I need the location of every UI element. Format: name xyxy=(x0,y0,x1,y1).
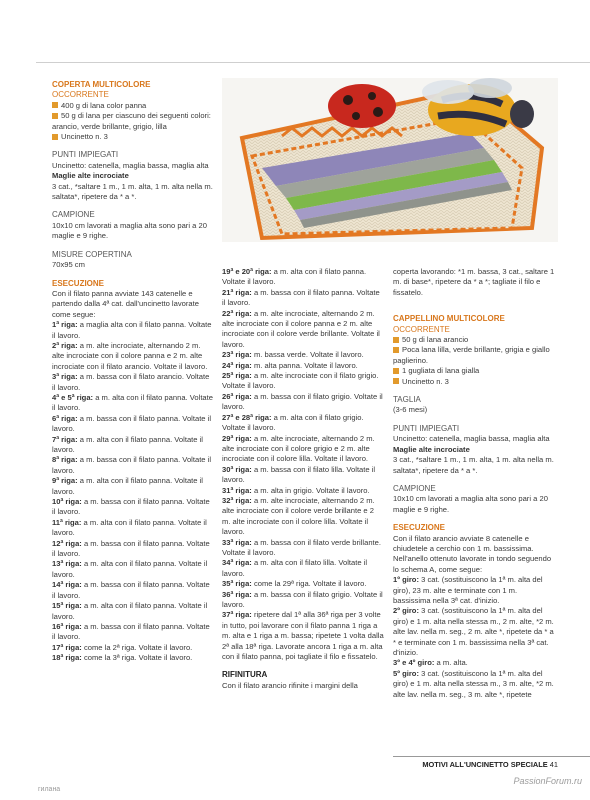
instruction-row xyxy=(52,320,214,341)
instruction-row xyxy=(222,610,384,662)
row-label: 16ª riga: xyxy=(52,621,82,631)
column-2 xyxy=(222,267,384,691)
paragraph: 10x10 cm lavorati a maglia alta sono pari a 20 maglie e 9 righe. xyxy=(393,494,548,514)
row-label: 24ª riga: xyxy=(222,360,252,370)
row-text: come la 2ª riga. Voltate il lavoro. xyxy=(83,642,193,652)
instruction-row xyxy=(222,371,384,392)
instruction-row xyxy=(222,392,384,413)
row-text: a m. alte incrociate, alternando 2 m. alte incrociate con il colore grigio e 2 m. alte incrociate con il colore lilla. Voltate il lavoro. xyxy=(222,433,375,464)
instruction-row xyxy=(52,539,214,560)
instruction-row xyxy=(222,486,384,496)
row-text: a m. bassa con il filato panna. Voltate il lavoro. xyxy=(222,287,380,308)
row-text: 3 cat. (sostituiscono la 1ª m. alta del giro) e 1 m. alta nella stessa m., 2 m. alte, *2 m. alte lav. nella m. seg., 2 m. alte *, ripetete da * a * e terminate con 1 m. bassissima nella 3ª cat. d'inizio. xyxy=(393,606,554,657)
row-label: 23ª riga: xyxy=(222,350,252,360)
paragraph: coperta lavorando: *1 m. bassa, 3 cat., saltare 1 m. di base*, ripetere da * a *; tagliate il filo e fissatelo. xyxy=(393,267,555,297)
column-3 xyxy=(393,267,555,700)
subsection-heading: MISURE COPERTINA xyxy=(52,249,132,259)
instruction-row xyxy=(222,413,384,434)
row-text: 3 cat. (sostituiscono la 1ª m. alta del giro) e 1 m. alta nella stessa m., 3 m. alte, *2 m. alte lav. nella m. seg., 3 m. alte *, ripetete xyxy=(393,668,554,699)
section-title: ESECUZIONE xyxy=(393,523,446,533)
paragraph: 10x10 cm lavorati a maglia alta sono pari a 20 maglie e 9 righe. xyxy=(52,220,207,241)
instruction-row xyxy=(222,434,384,465)
subsection-heading: CAMPIONE xyxy=(52,210,95,220)
row-label: 9ª riga: xyxy=(52,476,78,486)
instruction-row xyxy=(52,601,214,622)
instruction-row xyxy=(52,643,214,653)
row-text: a m. bassa con il filato arancio. Voltate il lavoro. xyxy=(52,372,210,392)
section-title: COPERTA MULTICOLORE xyxy=(52,80,151,89)
row-label: 29ª riga: xyxy=(222,433,252,443)
stitch-name: Maglie alte incrociate xyxy=(52,171,129,181)
row-label: 32ª riga: xyxy=(222,495,252,505)
instruction-row xyxy=(222,558,384,579)
paragraph: 70x95 cm xyxy=(52,260,85,270)
row-label: 19ª e 20ª riga: xyxy=(222,267,272,276)
row-text: m. alta panna. Voltate il lavoro. xyxy=(253,360,358,370)
section-title: CAPPELLINO MULTICOLORE xyxy=(393,314,505,324)
footer-rule xyxy=(393,756,590,757)
row-text: ripetere dal 1ª alla 36ª riga per 3 volte in tutto, poi lavorare con il filato panna 1 riga a m. alta e 1 riga a m. bassa; ripetete 1 volta dalla 2ª alla 18ª riga. Lavorate ancora 1 riga a m. alta con il filato panna, poi tagliate il filo e fissatelo. xyxy=(222,610,384,662)
instruction-row xyxy=(222,496,384,538)
row-text: a maglia alta con il filato panna. Voltate il lavoro. xyxy=(52,320,212,340)
instruction-row xyxy=(52,653,214,663)
row-text: a m. alta con il filato grigio. Voltate il lavoro. xyxy=(222,412,364,433)
spacer xyxy=(393,515,555,523)
row-label: 14ª riga: xyxy=(52,580,82,590)
row-label: 2ª riga: xyxy=(52,340,78,350)
photo-illustration xyxy=(222,78,558,242)
row-label: 5º giro: xyxy=(393,668,419,678)
instruction-row xyxy=(52,435,214,456)
row-text: a m. alta con il filato panna. Voltate il lavoro. xyxy=(52,601,208,621)
instruction-row xyxy=(52,414,214,435)
row-text: a m. bassa con il filato panna. Voltate il lavoro. xyxy=(52,621,210,642)
row-text: a m. alte incrociate, alternando 2 m. alte incrociate con il colore panna e 2 m. alte incrociate con il colore verde brillante. Voltate il lavoro. xyxy=(222,308,380,349)
footer-magazine xyxy=(422,760,558,769)
instruction-row xyxy=(52,518,214,539)
subsection-heading: CAMPIONE xyxy=(393,483,436,493)
paragraph: 3 cat., *saltare 1 m., 1 m. alta, 1 m. alta nella m. saltata*, ripetere da * a *. xyxy=(52,181,213,202)
paragraph: (3-6 mesi) xyxy=(393,405,428,415)
spacer xyxy=(52,142,214,150)
row-label: 4ª e 5ª riga: xyxy=(52,392,94,402)
spacer xyxy=(52,242,214,250)
subsection-heading: PUNTI IMPIEGATI xyxy=(52,150,119,160)
instruction-row xyxy=(222,590,384,611)
instruction-row xyxy=(52,497,214,518)
row-label: 35ª riga: xyxy=(222,579,252,589)
instruction-row xyxy=(52,622,214,643)
spacer xyxy=(52,202,214,210)
row-text: a m. bassa con il filato panna. Voltate il lavoro. xyxy=(52,497,210,517)
row-label: 22ª riga: xyxy=(222,308,252,318)
row-text: a m. bassa con il filato panna. Voltate il lavoro. xyxy=(52,538,210,559)
row-label: 27ª e 28ª riga: xyxy=(222,412,272,422)
spacer xyxy=(222,662,384,670)
row-text: 3 cat. (sostituiscono la 1ª m. alta del giro), 23 m. alte e terminate con 1 m. bassissima nella 3ª cat. d'inizio. xyxy=(393,575,543,605)
row-label: 21ª riga: xyxy=(222,287,252,297)
instruction-row xyxy=(52,455,214,476)
page-number: 41 xyxy=(549,760,558,769)
row-label: 15ª riga: xyxy=(52,601,82,611)
row-text: a m. bassa con il filato grigio. Voltate il lavoro. xyxy=(222,589,383,609)
row-label: 33ª riga: xyxy=(222,537,252,547)
row-text: a m. bassa con il filato panna. Voltate il lavoro. xyxy=(52,455,212,475)
row-text: m. bassa verde. Voltate il lavoro. xyxy=(253,350,364,360)
row-label: 1ª riga: xyxy=(52,320,78,330)
instruction-row xyxy=(222,288,384,309)
paragraph: Con il filato panna avviate 143 catenelle e partendo dalla 4ª cat. dall'uncinetto lavorate come segue: xyxy=(52,288,199,319)
top-rule xyxy=(36,62,590,63)
instruction-row xyxy=(52,372,214,393)
material-item: 50 g di lana per ciascuno dei seguenti colori: arancio, verde brillante, grigio, lilla xyxy=(52,111,214,132)
instruction-row xyxy=(52,393,214,414)
row-text: a m. bassa con il filato panna. Voltate il lavoro. xyxy=(52,580,210,600)
row-text: a m. alta in grigio. Voltate il lavoro. xyxy=(253,485,370,495)
instruction-row xyxy=(222,350,384,360)
row-text: a m. alta. xyxy=(436,658,468,668)
row-label: 17ª riga: xyxy=(52,642,82,652)
row-text: a m. bassa con il filato verde brillante. Voltate il lavoro. xyxy=(222,537,382,557)
paragraph: Con il filato arancio rifinite i margini della xyxy=(222,680,358,690)
instruction-row xyxy=(393,606,555,658)
row-label: 31ª riga: xyxy=(222,485,252,495)
spacer xyxy=(393,476,555,484)
product-photo xyxy=(222,78,558,242)
row-text: a m. alta con il filato panna. Voltate il lavoro. xyxy=(52,559,208,579)
row-text: a m. alta con il filato panna. Voltate il lavoro. xyxy=(52,392,213,413)
row-label: 36ª riga: xyxy=(222,589,252,599)
row-text: come la 3ª riga. Voltate il lavoro. xyxy=(83,653,193,663)
instruction-row xyxy=(222,538,384,559)
subsection-heading: RIFINITURA xyxy=(222,670,268,680)
row-text: a m. bassa con il filato panna. Voltate il lavoro. xyxy=(52,413,212,434)
material-item: 1 gugliata di lana gialla xyxy=(393,366,555,376)
row-text: a m. alte incrociate, alternando 2 m. alte incrociate con il colore panna e 2 m. alte incrociate con il filato arancio. Voltate il lavoro. xyxy=(52,340,208,371)
spacer xyxy=(52,271,214,279)
instruction-row xyxy=(222,267,384,288)
instruction-row xyxy=(52,476,214,497)
material-item: Uncinetto n. 3 xyxy=(393,377,555,387)
instruction-row xyxy=(52,580,214,601)
watermark-site: PassionForum.ru xyxy=(513,776,582,786)
instruction-row xyxy=(393,669,555,700)
instruction-row xyxy=(222,309,384,351)
row-text: a m. alta con il filato panna. Voltate il lavoro. xyxy=(52,476,203,496)
spacer xyxy=(393,387,555,395)
row-label: 2º giro: xyxy=(393,606,419,616)
row-text: a m. alta con il filato panna. Voltate il lavoro. xyxy=(222,267,367,287)
row-label: 37ª riga: xyxy=(222,610,252,620)
section-title: ESECUZIONE xyxy=(52,278,105,288)
row-label: 30ª riga: xyxy=(222,464,252,474)
footer-left-text: гилана xyxy=(38,786,61,793)
row-label: 10ª riga: xyxy=(52,497,82,507)
spacer xyxy=(393,298,555,306)
material-item: 400 g di lana color panna xyxy=(52,101,214,111)
paragraph: Uncinetto: catenella, maglia bassa, maglia alta xyxy=(393,434,550,444)
stitch-name: Maglie alte incrociate xyxy=(393,444,470,454)
row-label: 3º e 4º giro: xyxy=(393,658,435,668)
row-text: a m. bassa con il filato grigio. Voltate il lavoro. xyxy=(222,391,383,412)
material-item: 50 g di lana arancio xyxy=(393,335,555,345)
row-label: 12ª riga: xyxy=(52,538,82,548)
row-label: 7ª riga: xyxy=(52,434,78,444)
spacer xyxy=(393,416,555,424)
instruction-row xyxy=(52,559,214,580)
subsection-heading: TAGLIA xyxy=(393,395,421,405)
row-label: 18ª riga: xyxy=(52,653,82,663)
row-label: 26ª riga: xyxy=(222,391,252,401)
row-label: 6ª riga: xyxy=(52,413,78,423)
row-label: 1º giro: xyxy=(393,575,419,585)
row-text: a m. alta con il filato panna. Voltate il lavoro. xyxy=(52,434,203,454)
instruction-row xyxy=(393,575,555,606)
row-text: come la 29ª riga. Voltate il lavoro. xyxy=(253,579,367,589)
row-text: a m. bassa con il filato lilla. Voltate il lavoro. xyxy=(222,464,376,485)
row-label: 3ª riga: xyxy=(52,372,78,382)
row-text: a m. alte incrociate con il filato grigio. Voltate il lavoro. xyxy=(222,371,379,391)
paragraph: Con il filato arancio avviate 8 catenelle e chiudetele a cerchio con 1 m. bassissima. Nell'anello ottenuto lavorate in tondo seguendo lo schema A, come segue: xyxy=(393,533,552,574)
instruction-row xyxy=(393,658,555,668)
row-text: a m. alta con il filato panna. Voltate il lavoro. xyxy=(52,517,207,538)
material-item: Uncinetto n. 3 xyxy=(52,132,214,142)
paragraph: Uncinetto: catenella, maglia bassa, maglia alta xyxy=(52,160,209,170)
material-item: Poca lana lilla, verde brillante, grigia e giallo paglierino. xyxy=(393,345,555,366)
magazine-title: MOTIVI ALL'UNCINETTO SPECIALE xyxy=(422,760,548,769)
paragraph: 3 cat., *saltare 1 m., 1 m. alta, 1 m. alta nella m. saltata*, ripetere da * a *. xyxy=(393,455,554,475)
row-label: 25ª riga: xyxy=(222,371,252,381)
section-subtitle: OCCORRENTE xyxy=(393,324,450,334)
row-text: a m. alta con il filato lilla. Voltate il lavoro. xyxy=(222,558,368,578)
row-label: 34ª riga: xyxy=(222,558,252,568)
row-label: 13ª riga: xyxy=(52,559,82,569)
instruction-row xyxy=(222,465,384,486)
instruction-row xyxy=(222,361,384,371)
column-1 xyxy=(52,80,214,664)
row-label: 8ª riga: xyxy=(52,455,78,465)
row-label: 11ª riga: xyxy=(52,517,82,527)
instruction-row xyxy=(52,341,214,372)
row-text: a m. alte incrociate, alternando 2 m. alte incrociate con il colore verde brillante e 2 m. alte incrociate con il colore lilla. Voltate il lavoro. xyxy=(222,495,375,537)
instruction-row xyxy=(222,579,384,589)
subsection-heading: PUNTI IMPIEGATI xyxy=(393,423,460,433)
spacer xyxy=(393,306,555,314)
section-subtitle: OCCORRENTE xyxy=(52,90,109,100)
